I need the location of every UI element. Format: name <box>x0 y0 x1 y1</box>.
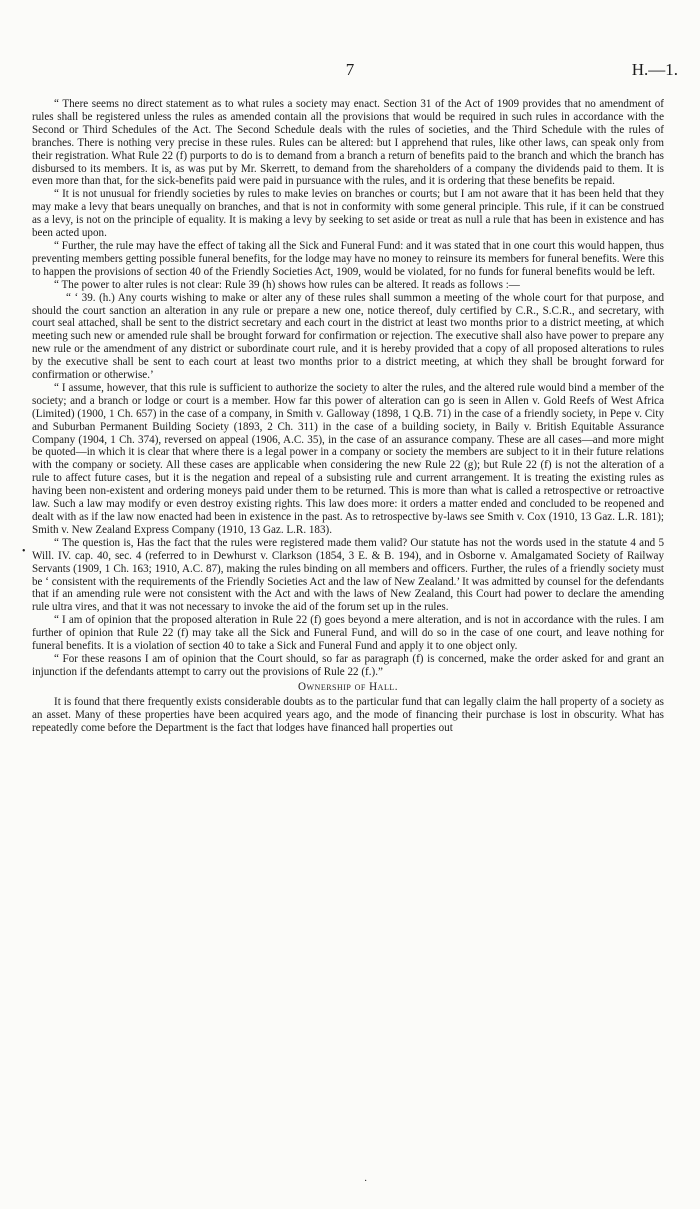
paragraph: “ For these reasons I am of opinion that the Court should, so far as paragraph (f) is concerned, make the order asked for and grant an injunction if the defendants attempt to carry out the provisions of Rule 22 (f.).” <box>32 652 664 678</box>
section-heading: Ownership of Hall. <box>297 680 398 693</box>
margin-mark-icon: • <box>22 546 26 557</box>
document-code: H.—1. <box>631 60 678 79</box>
page-mark-icon: · <box>364 1176 368 1187</box>
paragraph: “ There seems no direct statement as to what rules a society may enact. Section 31 of the Act of 1909 provides that no amendment of rules shall be registered unless the rules as amended contain all the provisions that would be required in such rules in accordance with the Second or Third Schedules of the Act. The Second Schedule deals with the rules of societies, and the Third Schedule with the rules of branches. There is nothing very precise in these rules. Rules can be altered: but I apprehend that rules, like other laws, can speak only from their registration. What Rule 22 (f) purports to do is to demand from a branch a return of benefits paid to the branch and which the branch has disbursed to its members. It is, as was put by Mr. Skerrett, to demand from the shareholders of a company the dividends paid to them. It is even more than that, for the sick-benefits paid were paid in pursuance with the rules, and it is ordering that these benefits be repaid. <box>32 98 664 188</box>
paragraph: “ The question is, Has the fact that the rules were registered made them valid? Our statute has not the words used in the statute 4 and 5 Will. IV. cap. 40, sec. 4 (referred to in Dewhurst v. Clarkson (1854, 3 E. & B. 194), and in Osborne v. Amalgamated Society of Railway Servants (1909, 1 Ch. 163; 1910, A.C. 87), making the rules binding on all members and officers. Further, the rules of a friendly society must be ‘ consistent with the requirements of the Friendly Societies Act and the law of New Zealand.’ It was admitted by counsel for the defendants that if an amending rule were not consistent with the Act and with the laws of New Zealand, this Court had power to declare the amending rule ultra vires, and that it was not necessary to invoke the aid of the forum set up in the rules. <box>32 536 664 614</box>
paragraph: “ I am of opinion that the proposed alteration in Rule 22 (f) goes beyond a mere alteration, and is not in accordance with the rules. I am further of opinion that Rule 22 (f) may take all the Sick and Funeral Fund, and will do so in the case of one court, and leave nothing for funeral benefits. It is a violation of section 40 to take a Sick and Funeral Fund and apply it to one object only. <box>32 614 664 653</box>
quoted-rule-paragraph: “ ‘ 39. (h.) Any courts wishing to make or alter any of these rules shall summon a meeting of the whole court for that purpose, and should the court sanction an alteration in any rule or prepare a new one, notice thereof, duly certified by C.R., S.C.R., and secretary, with court seal attached, shall be sent to the district secretary and each court in the district at least two months prior to a district meeting, at which meeting such new or amended rule shall be brought forward for confirmation or rejection. The executive shall also have power to prepare any new rule or the amendment of any district or subordinate court rule, and it is hereby provided that a copy of all proposed alterations to rules by the executive shall be sent to each court at least two months prior to a district meeting, at which they shall be brought forward for confirmation or otherwise.’ <box>32 291 664 382</box>
paragraph: “ The power to alter rules is not clear: Rule 39 (h) shows how rules can be altered. It reads as follows :— <box>54 278 520 291</box>
page-number: 7 <box>345 60 355 79</box>
paragraph: “ Further, the rule may have the effect of taking all the Sick and Funeral Fund: and it was stated that in one court this would happen, thus preventing members getting possible funeral benefits, for the lodge may have no money to reinsure its members for funeral benefits. Were this to happen the provisions of section 40 of the Friendly Societies Act, 1909, would be violated, for no funds for funeral benefits would be left. <box>32 239 664 278</box>
body-text <box>32 98 664 735</box>
paragraph: It is found that there frequently exists considerable doubts as to the particular fund that can legally claim the hall property of a society as an asset. Many of these properties have been acquired years ago, and the mode of financing their purchase is lost in obscurity. What has repeatedly come before the Department is the fact that lodges have financed hall properties out <box>32 695 664 734</box>
paragraph: “ It is not unusual for friendly societies by rules to make levies on branches or courts; but I am not aware that it has been held that they may make a levy that bears unequally on branches, and that is not in conformity with some general principle. This rule, if it can be construed as a levy, is not on the principle of equality. It is making a levy by seeking to set aside or treat as null a rule that has been in existence and has been acted upon. <box>32 188 664 240</box>
paragraph: “ I assume, however, that this rule is sufficient to authorize the society to alter the rules, and the altered rule would bind a member of the society; and a branch or lodge or court is a member. How far this power of alteration can go is seen in Allen v. Gold Reefs of West Africa (Limited) (1900, 1 Ch. 657) in the case of a company, in Smith v. Galloway (1898, 1 Q.B. 71) in the case of a friendly society, in Pepe v. City and Suburban Permanent Building Society (1893, 2 Ch. 311) in the case of a building society, in Baily v. British Equitable Assurance Company (1904, 1 Ch. 374), reversed on appeal (1906, A.C. 35), in the case of an assurance company. These are all cases—and more might be quoted—in which it is clear that where there is a legal power in a company or society the members are subject to it in their future relations with the company or society. All these cases are applicable when considering the new Rule 22 (g); but Rule 22 (f) is not the alteration of a rule to affect future cases, but it is the negation and repeal of a subsisting rule and current arrangement. It is treating the existing rules as having been non-existent and ordering moneys paid under them to be returned. This is more than what is called a retrospective or retroactive law. Such a law may modify or even destroy existing rights. This law does more: it orders a matter ended and concluded to be reopened and dealt with as if the law now enacted had been in existence in the past. As to retrospective by-laws see Smith v. Cox (1910, 13 Gaz. L.R. 181); Smith v. New Zealand Express Company (1910, 13 Gaz. L.R. 183). <box>32 381 664 536</box>
